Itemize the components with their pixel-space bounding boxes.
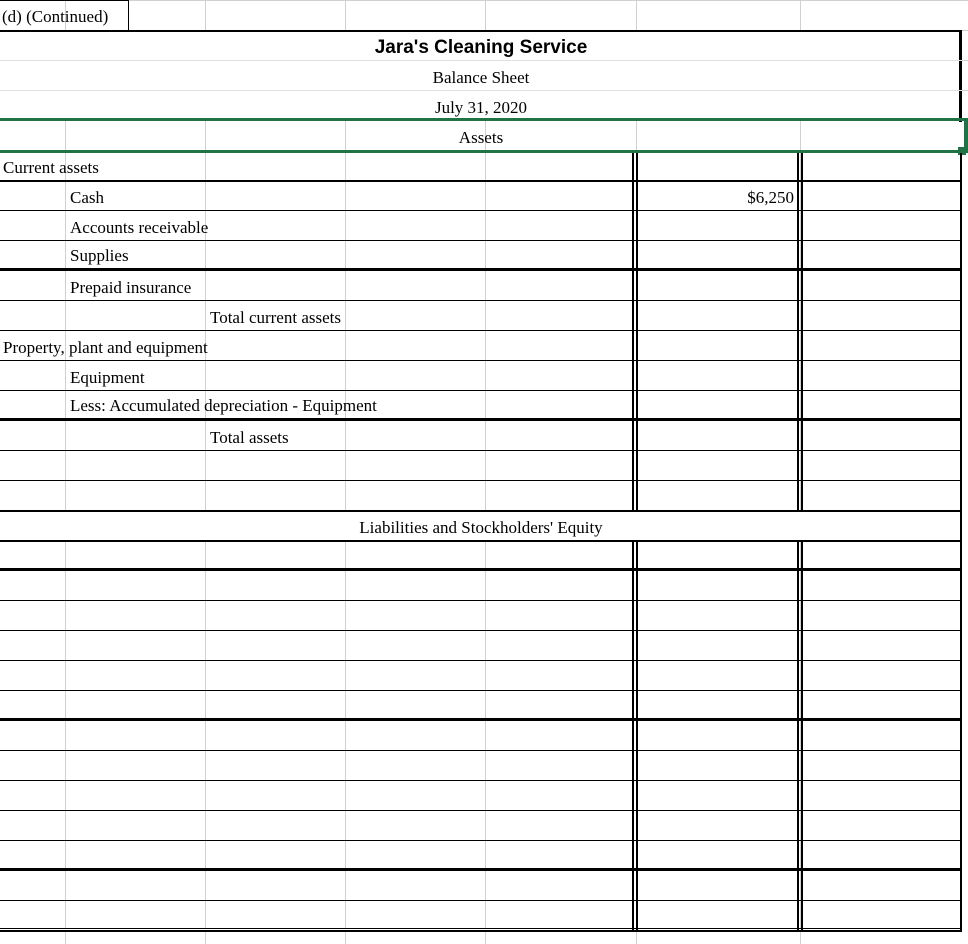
cash-label: Cash (70, 188, 104, 207)
amount-col-border (797, 153, 799, 511)
amount-col-border (632, 540, 634, 932)
label-cell-border (128, 0, 129, 30)
prepaid-insurance-label: Prepaid insurance (70, 278, 192, 297)
sheet-right-border (960, 153, 962, 932)
row-border-thick (0, 868, 962, 871)
amount-col-border (636, 540, 638, 932)
gridline (0, 0, 968, 1)
row-border (0, 450, 962, 451)
equipment-label: Equipment (70, 368, 145, 387)
row-border-thick (0, 568, 962, 571)
row-border (0, 810, 962, 811)
row-border (0, 900, 962, 901)
liabilities-equity-heading: Liabilities and Stockholders' Equity (359, 518, 603, 537)
supplies-label: Supplies (70, 246, 129, 265)
total-assets-label: Total assets (210, 428, 289, 447)
row-border (0, 840, 962, 841)
ppe-label: Property, plant and equipment (3, 338, 208, 357)
statement-title: Balance Sheet (432, 68, 530, 87)
row-border (0, 690, 962, 691)
row-border (0, 660, 962, 661)
company-name: Jara's Cleaning Service (374, 37, 588, 58)
row-border (0, 600, 962, 601)
amount-col-border (632, 153, 634, 511)
row-border (0, 480, 962, 481)
row-border (0, 780, 962, 781)
amount-col-border (797, 540, 799, 932)
double-border-gap (0, 929, 962, 930)
cash-amount[interactable]: $6,250 (747, 188, 794, 207)
row-border (0, 750, 962, 751)
statement-date: July 31, 2020 (434, 98, 528, 117)
current-assets-label: Current assets (3, 158, 99, 177)
amount-col-border (801, 540, 803, 932)
row-border (0, 180, 962, 182)
row-border (0, 630, 962, 631)
row-border-thick (0, 718, 962, 721)
total-current-assets-label: Total current assets (210, 308, 341, 327)
section-label: (d) (Continued) (2, 7, 109, 26)
assets-heading[interactable]: Assets (458, 128, 504, 147)
amount-col-border (801, 153, 803, 511)
accounts-receivable-label: Accounts receivable (70, 218, 209, 237)
accumulated-depreciation-label: Less: Accumulated depreciation - Equipment (70, 396, 377, 415)
